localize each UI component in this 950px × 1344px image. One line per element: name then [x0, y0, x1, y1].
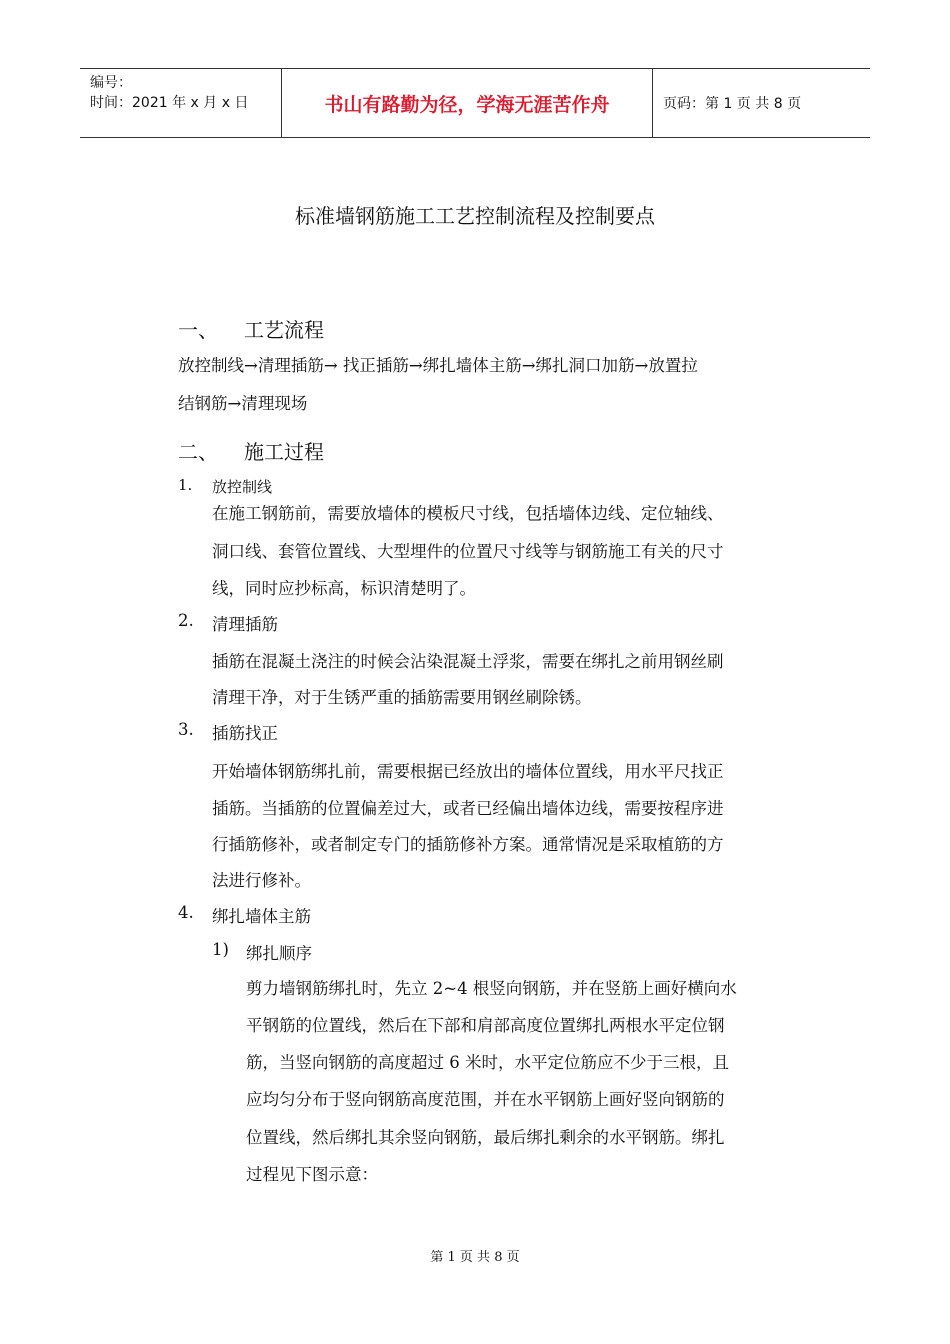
item-2-number: 2.	[178, 611, 194, 630]
section-1-title: 工艺流程	[244, 318, 324, 342]
header-page-info: 页码：第 1 页 共 8 页	[663, 96, 802, 112]
item-1-line-2: 洞口线、套管位置线、大型埋件的位置尺寸线等与钢筋施工有关的尺寸	[212, 542, 724, 561]
section-2-heading	[178, 436, 324, 465]
item-2-title: 清理插筋	[212, 615, 278, 634]
item-3-line-1: 开始墙体钢筋绑扎前，需要根据已经放出的墙体位置线，用水平尺找正	[212, 762, 724, 781]
section-2-number: 二、	[178, 440, 218, 464]
header-motto: 书山有路勤为径，学海无涯苦作舟	[281, 69, 653, 137]
section-2-title: 施工过程	[244, 440, 324, 464]
sub-item-title: 绑扎顺序	[246, 944, 312, 963]
sub-item-line-1: 剪力墙钢筋绑扎时，先立 2~4 根竖向钢筋，并在竖筋上画好横向水	[246, 979, 737, 998]
sub-item-line-4: 应均匀分布于竖向钢筋高度范围，并在水平钢筋上画好竖向钢筋的	[246, 1090, 725, 1109]
number-label: 编号：	[90, 75, 132, 91]
item-3-number: 3.	[178, 720, 194, 739]
flow-line-1: 放控制线→清理插筋→ 找正插筋→绑扎墙体主筋→绑扎洞口加筋→放置拉	[178, 356, 698, 375]
header-meta	[80, 69, 281, 137]
document-title: 标准墙钢筋施工工艺控制流程及控制要点	[295, 204, 655, 228]
section-1-number: 一、	[178, 318, 218, 342]
sub-item-number: 1)	[212, 940, 229, 959]
sub-item-line-6: 过程见下图示意：	[246, 1165, 378, 1184]
flow-line-2: 结钢筋→清理现场	[178, 394, 308, 413]
item-4-title: 绑扎墙体主筋	[212, 907, 311, 926]
sub-item-line-2: 平钢筋的位置线，然后在下部和肩部高度位置绑扎两根水平定位钢	[246, 1016, 725, 1035]
document-header	[80, 68, 870, 138]
item-1-line-1: 在施工钢筋前，需要放墙体的模板尺寸线，包括墙体边线、定位轴线、	[212, 504, 724, 523]
item-3-line-3: 行插筋修补，或者制定专门的插筋修补方案。通常情况是采取植筋的方	[212, 835, 724, 854]
item-2-line-1: 插筋在混凝土浇注的时候会沾染混凝土浮浆，需要在绑扎之前用钢丝刷	[212, 652, 724, 671]
section-1-heading	[178, 314, 324, 343]
date-line: 时间：2021 年 x 月 x 日	[90, 95, 249, 111]
sub-item-line-3: 筋，当竖向钢筋的高度超过 6 米时，水平定位筋应不少于三根，且	[246, 1053, 729, 1072]
item-2-line-2: 清理干净，对于生锈严重的插筋需要用钢丝刷除锈。	[212, 688, 592, 707]
item-1-number: 1.	[178, 476, 193, 494]
item-3-line-2: 插筋。当插筋的位置偏差过大，或者已经偏出墙体边线，需要按程序进	[212, 799, 724, 818]
item-3-line-4: 法进行修补。	[212, 871, 311, 890]
item-1-line-3: 线，同时应抄标高，标识清楚明了。	[212, 579, 476, 598]
item-1-title: 放控制线	[212, 478, 273, 496]
page-footer: 第 1 页 共 8 页	[430, 1250, 520, 1265]
item-3-title: 插筋找正	[212, 724, 278, 743]
sub-item-line-5: 位置线，然后绑扎其余竖向钢筋，最后绑扎剩余的水平钢筋。绑扎	[246, 1128, 725, 1147]
item-4-number: 4.	[178, 903, 194, 922]
